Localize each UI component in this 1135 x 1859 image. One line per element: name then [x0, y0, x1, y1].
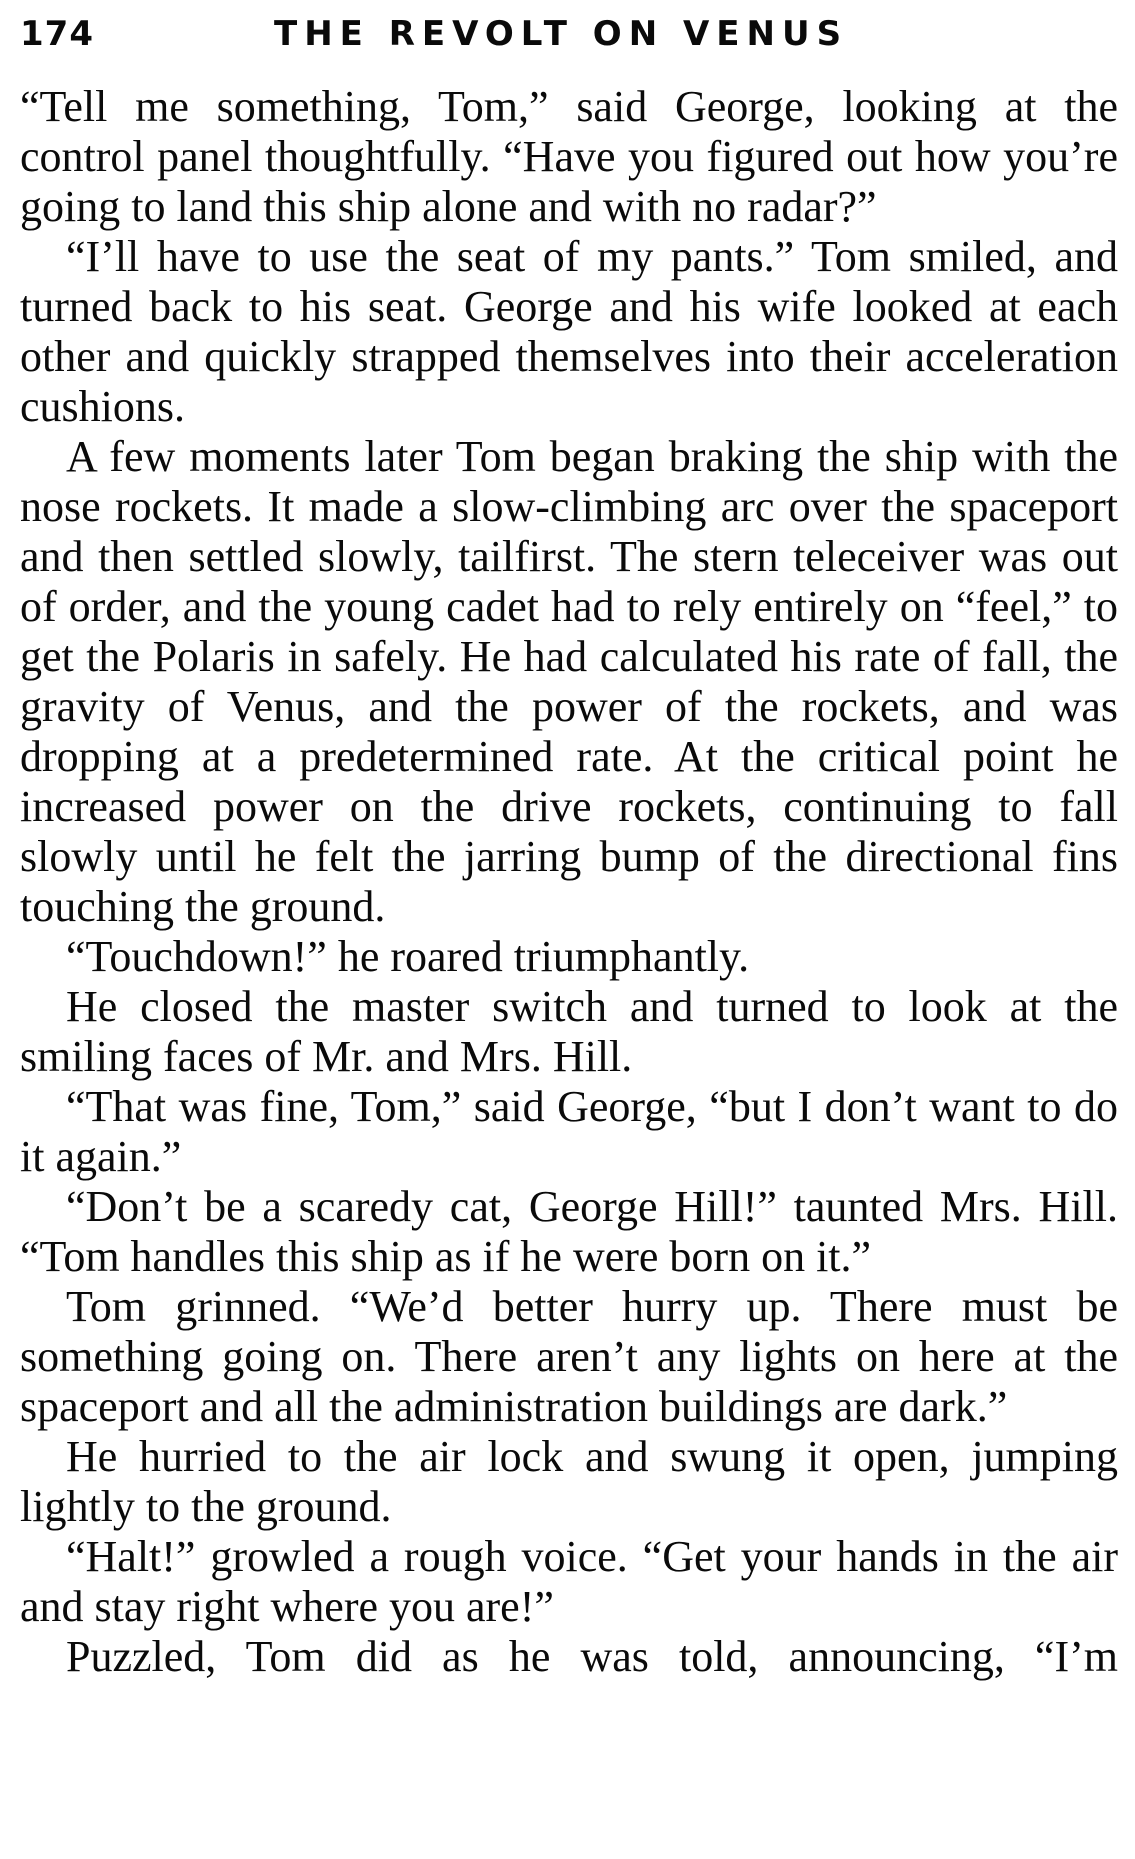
- body-text: [20, 82, 1118, 1682]
- paragraph: “Don’t be a scaredy cat, George Hill!” taunted Mrs. Hill. “Tom handles this ship as if he were born on it.”: [20, 1182, 1118, 1281]
- paragraph: A few moments later Tom began braking the ship with the nose rockets. It made a slow-climbing arc over the spaceport and then settled slowly, tailfirst. The stern teleceiver was out of order, and the young cadet had to rely entirely on “feel,” to get the Polaris in safely. He had calculated his rate of fall, the gravity of Venus, and the power of the rockets, and was dropping at a predetermined rate. At the critical point he increased power on the drive rockets, continuing to fall slowly until he felt the jarring bump of the directional fins touching the ground.: [20, 432, 1118, 931]
- paragraph: “Touchdown!” he roared triumphantly.: [66, 932, 750, 981]
- page-number: 174: [20, 14, 94, 54]
- paragraph: “Halt!” growled a rough voice. “Get your hands in the air and stay right where you are!”: [20, 1532, 1118, 1631]
- paragraph: Puzzled, Tom did as he was told, announcing, “I’m: [66, 1632, 1118, 1681]
- paragraph: He closed the master switch and turned to look at the smiling faces of Mr. and Mrs. Hill.: [20, 982, 1118, 1081]
- paragraph: “That was fine, Tom,” said George, “but I don’t want to do it again.”: [20, 1082, 1118, 1181]
- page-header: [20, 14, 1120, 70]
- running-title: THE REVOLT ON VENUS: [274, 14, 849, 54]
- paragraph: “Tell me something, Tom,” said George, looking at the control panel thoughtfully. “Have you figured out how you’re going to land this ship alone and with no radar?”: [20, 82, 1118, 231]
- paragraph: Tom grinned. “We’d better hurry up. There must be something going on. There aren’t any lights on here at the spaceport and all the administration buildings are dark.”: [20, 1282, 1118, 1431]
- paragraph: He hurried to the air lock and swung it open, jumping lightly to the ground.: [20, 1432, 1118, 1531]
- paragraph: “I’ll have to use the seat of my pants.” Tom smiled, and turned back to his seat. George and his wife looked at each other and quickly strapped themselves into their acceleration cushions.: [20, 232, 1118, 431]
